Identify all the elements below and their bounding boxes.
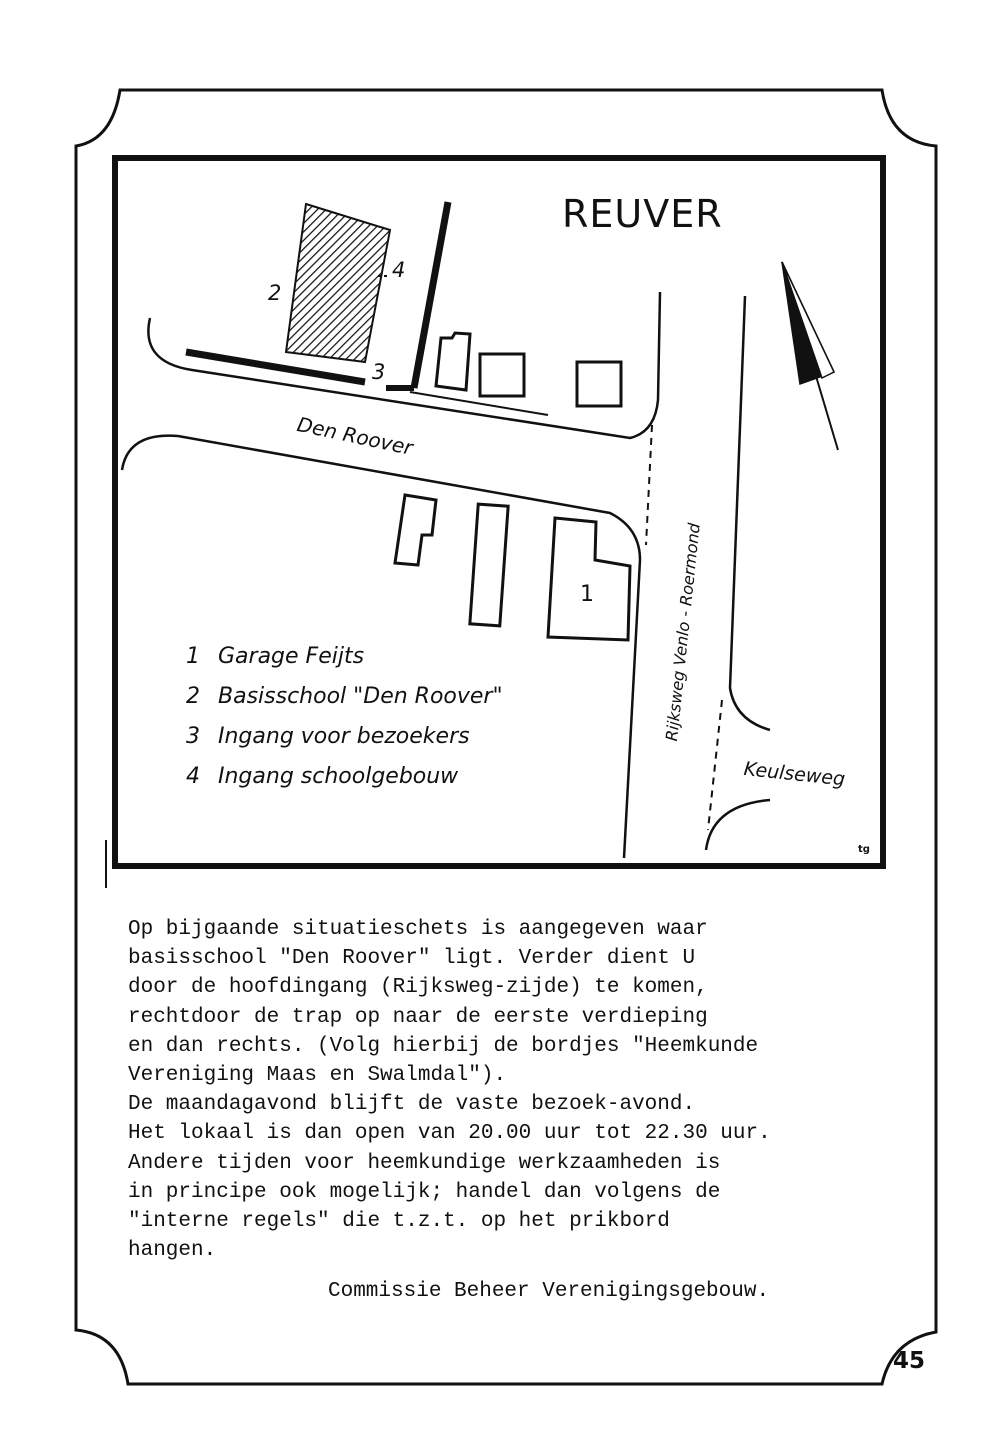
street-label-rijksweg: Rijksweg Venlo - Roermond — [662, 522, 704, 742]
building-n1 — [436, 333, 470, 390]
legend-label: Ingang schoolgebouw — [218, 764, 459, 789]
legend-number: 1 — [186, 644, 200, 669]
legend-label: Garage Feijts — [218, 644, 365, 669]
rijksweg-east-curb — [730, 296, 770, 730]
legend-item — [186, 717, 503, 757]
building-n2 — [480, 354, 524, 396]
street-label-den-roover: Den Roover — [295, 412, 415, 460]
map-title: REUVER — [562, 192, 723, 236]
page-number: 45 — [893, 1348, 926, 1374]
building-1-garage — [548, 518, 630, 640]
den-roover-street-upper — [148, 292, 660, 438]
building-n3 — [577, 362, 621, 406]
map-legend — [186, 637, 503, 797]
building-s2 — [470, 504, 508, 626]
legend-label: Ingang voor bezoekers — [218, 724, 470, 749]
marker-4: 4 — [392, 258, 406, 282]
legend-item — [186, 637, 503, 677]
legend-label: Basisschool "Den Roover" — [218, 684, 503, 709]
legend-item — [186, 677, 503, 717]
school-side-wall — [414, 202, 448, 388]
marker-3: 3 — [372, 360, 386, 384]
body-paragraph: Op bijgaande situatieschets is aangegeven waar basisschool "Den Roover" ligt. Verder dient U door de hoofdingang (Rijksweg-zijde) te komen, rechtdoor de trap op naar de eerste verdieping en dan rechts. (Volg hierbij de bordjes "Heemkunde Vereniging Maas en Swalmdal"). De maandagavond blijft de vaste bezoek-avond. Het lokaal is dan open van 20.00 uur tot 22.30 uur. Andere tijden voor heemkundige werkzaamheden is in principe ook mogelijk; handel dan volgens de "interne regels" die t.z.t. op het prikbord hangen. — [128, 918, 771, 1263]
legend-number: 4 — [186, 764, 200, 789]
legend-number: 2 — [186, 684, 200, 709]
signature: Commissie Beheer Verenigingsgebouw. — [328, 1280, 770, 1303]
marker-2: 2 — [268, 281, 282, 305]
legend-number: 3 — [186, 724, 200, 749]
map-initials: tg — [858, 844, 870, 855]
street-label-keulseweg: Keulseweg — [742, 758, 847, 791]
legend-item — [186, 757, 503, 797]
school-building — [286, 204, 390, 362]
building-s1 — [395, 495, 436, 565]
marker-1: 1 — [580, 582, 594, 607]
